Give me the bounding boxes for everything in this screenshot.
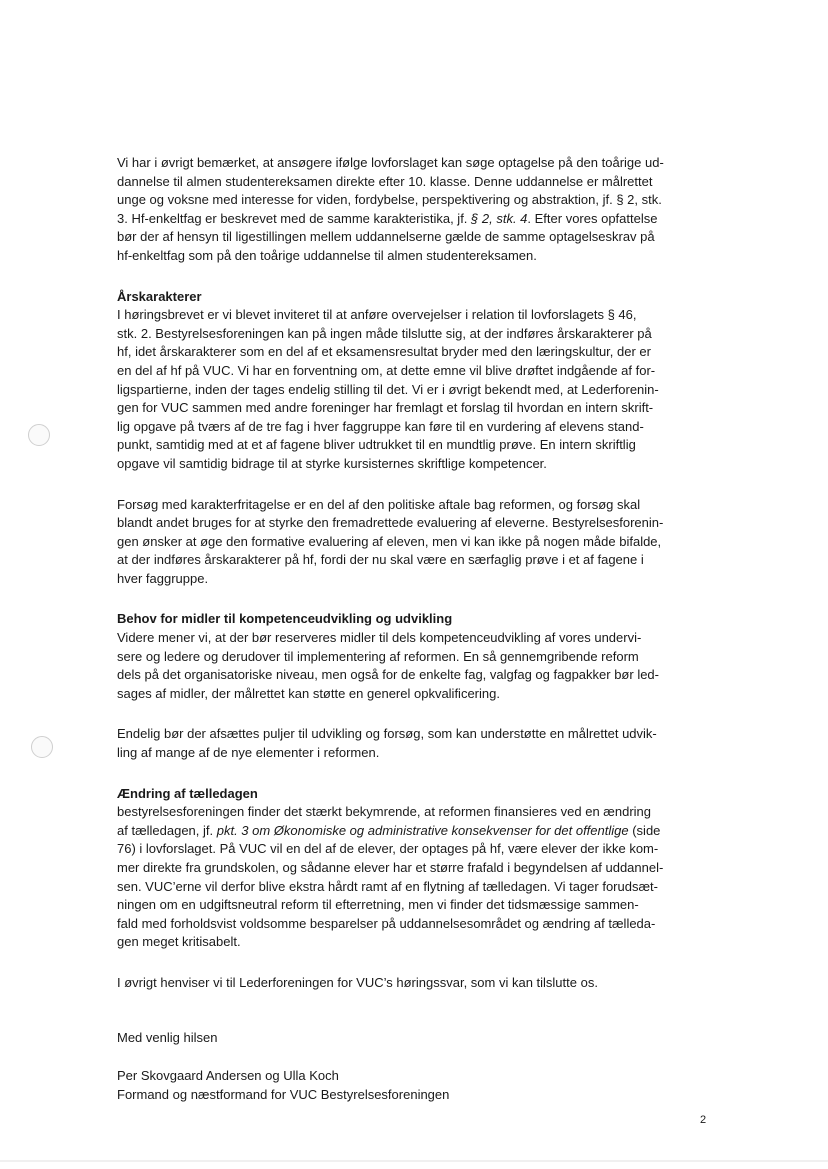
text-line: bestyrelsesforeningen finder det stærkt bekymrende, at reformen finansieres ved en ændring — [117, 804, 652, 820]
paragraph-karakterfritagelse — [117, 496, 713, 589]
section-heading: Behov for midler til kompetenceudvikling og udvikling — [117, 611, 453, 627]
text-line: dannelse til almen studentereksamen direkte efter 10. klasse. Denne uddannelse er målrettet — [117, 173, 653, 189]
text-line: Endelig bør der afsættes puljer til udvikling og forsøg, som kan understøtte en målrettet udvik- — [117, 726, 657, 742]
text-line: dels på det organisatoriske niveau, men også for de enkelte fag, valgfag og fagpakker bør led- — [117, 667, 659, 683]
text-line: unge og voksne med interesse for viden, fordybelse, perspektivering og abstraktion, jf. § 2, stk. — [117, 192, 662, 208]
text-line: at der indføres årskarakterer på hf, fordi der nu skal være en særfaglig prøve i et af fagene i — [117, 552, 644, 568]
punch-hole-mark — [28, 424, 50, 446]
text-line: ling af mange af de nye elementer i reformen. — [117, 745, 380, 761]
signatory-names: Per Skovgaard Andersen og Ulla Koch — [117, 1068, 339, 1084]
text-line: blandt andet bruges for at styrke den fremadrettede evaluering af eleverne. Bestyrelsesforenin- — [117, 515, 664, 531]
text-line: Videre mener vi, at der bør reserveres midler til dels kompetenceudvikling af vores undervi- — [117, 630, 642, 646]
text-line: mer direkte fra grundskolen, og sådanne elever har et større frafald i begyndelsen af uddannel- — [117, 860, 664, 875]
section-heading: Årskarakterer — [117, 288, 202, 304]
text-line: sen. VUC’erne vil derfor blive ekstra hårdt ramt af en flytning af tælledagen. Vi tager forudsæt- — [117, 878, 658, 894]
text-line: 3. Hf-enkeltfag er beskrevet med de samme karakteristika, jf. § 2, stk. 4. Efter vores opfattelse — [117, 210, 658, 226]
text-line: Forsøg med karakterfritagelse er en del af den politiske aftale bag reformen, og forsøg skal — [117, 496, 641, 512]
text-line: bør der af hensyn til ligestillingen mellem uddannelserne gælde de samme optagelseskrav på — [117, 229, 655, 245]
section-heading: Ændring af tælledagen — [117, 785, 258, 801]
text-line: sere og ledere og derudover til implementering af reformen. En så gennemgribende reform — [117, 648, 639, 664]
paragraph-taelledagen — [117, 785, 713, 952]
signatory-roles: Formand og næstformand for VUC Bestyrelsesforeningen — [117, 1086, 450, 1102]
text-line: gen ønsker at øge den formative evaluering af eleven, men vi kan ikke på nogen måde bifalde, — [117, 533, 662, 549]
text-line: punkt, samtidig med at et af fagene bliver udtrukket til en mundtlig prøve. En intern skriftlig — [117, 437, 636, 453]
page-edge — [0, 1160, 828, 1162]
text-line: ningen om en udgiftsneutral reform til efterretning, men vi finder det tidsmæssige sammen- — [117, 897, 639, 913]
text-line: hver faggruppe. — [117, 570, 209, 586]
paragraph-henvisning — [117, 974, 713, 993]
text-line: lig opgave på tværs af de tre fag i hver faggruppe kan føre til en vurdering af elevens stand- — [117, 418, 644, 434]
text-line: I høringsbrevet er vi blevet inviteret til at anføre overvejelser i relation til lovforslagets § 46, — [117, 307, 637, 323]
text-line: en del af hf på VUC. Vi har en forventning om, at dette emne vil blive drøftet indgående af for- — [117, 362, 656, 378]
letter-body — [117, 154, 713, 1120]
closing-greeting — [117, 1029, 713, 1048]
text-line: sages af midler, der målrettet kan støtte en generel opkvalificering. — [117, 685, 500, 701]
text-line: stk. 2. Bestyrelsesforeningen kan på ingen måde tilslutte sig, at der indføres årskarakterer på — [117, 325, 652, 341]
text-line: hf, idet årskarakterer som en del af et eksamensresultat bryder med den læringskultur, der er — [117, 344, 651, 360]
text-line: opgave vil samtidig bidrage til at styrke kursisternes skriftlige kompetencer. — [117, 455, 547, 471]
text-line: I øvrigt henviser vi til Lederforeningen for VUC’s høringssvar, som vi kan tilslutte os. — [117, 974, 598, 990]
paragraph-aarskarakterer — [117, 288, 713, 474]
text-line: gen meget kritisabelt. — [117, 934, 241, 950]
greeting-text: Med venlig hilsen — [117, 1029, 218, 1045]
text-line: fald med forholdsvist voldsomme besparelser på uddannelsesområdet og ændring af tælleda- — [117, 915, 656, 931]
text-line: 76) i lovforslaget. På VUC vil en del af de elever, der optages på hf, være elever der ikke kom- — [117, 841, 659, 857]
paragraph-optagelse — [117, 154, 713, 266]
text-line: af tælledagen, jf. pkt. 3 om Økonomiske og administrative konsekvenser for det offentlige (side — [117, 822, 661, 838]
paragraph-puljer — [117, 725, 713, 762]
text-line: ligspartierne, inden der tages endelig stilling til det. Vi er i øvrigt bekendt med, at Lederforenin- — [117, 381, 659, 397]
punch-hole-mark — [31, 736, 53, 758]
signature-block — [117, 1067, 713, 1104]
paragraph-midler — [117, 610, 713, 703]
text-line: Vi har i øvrigt bemærket, at ansøgere ifølge lovforslaget kan søge optagelse på den toårige ud- — [117, 155, 664, 170]
text-line: gen for VUC sammen med andre foreninger har fremlagt et forslag til hvordan en intern skrift- — [117, 400, 654, 416]
text-line: hf-enkeltfag som på den toårige uddannelse til almen studentereksamen. — [117, 247, 537, 263]
page-number: 2 — [700, 1114, 707, 1126]
